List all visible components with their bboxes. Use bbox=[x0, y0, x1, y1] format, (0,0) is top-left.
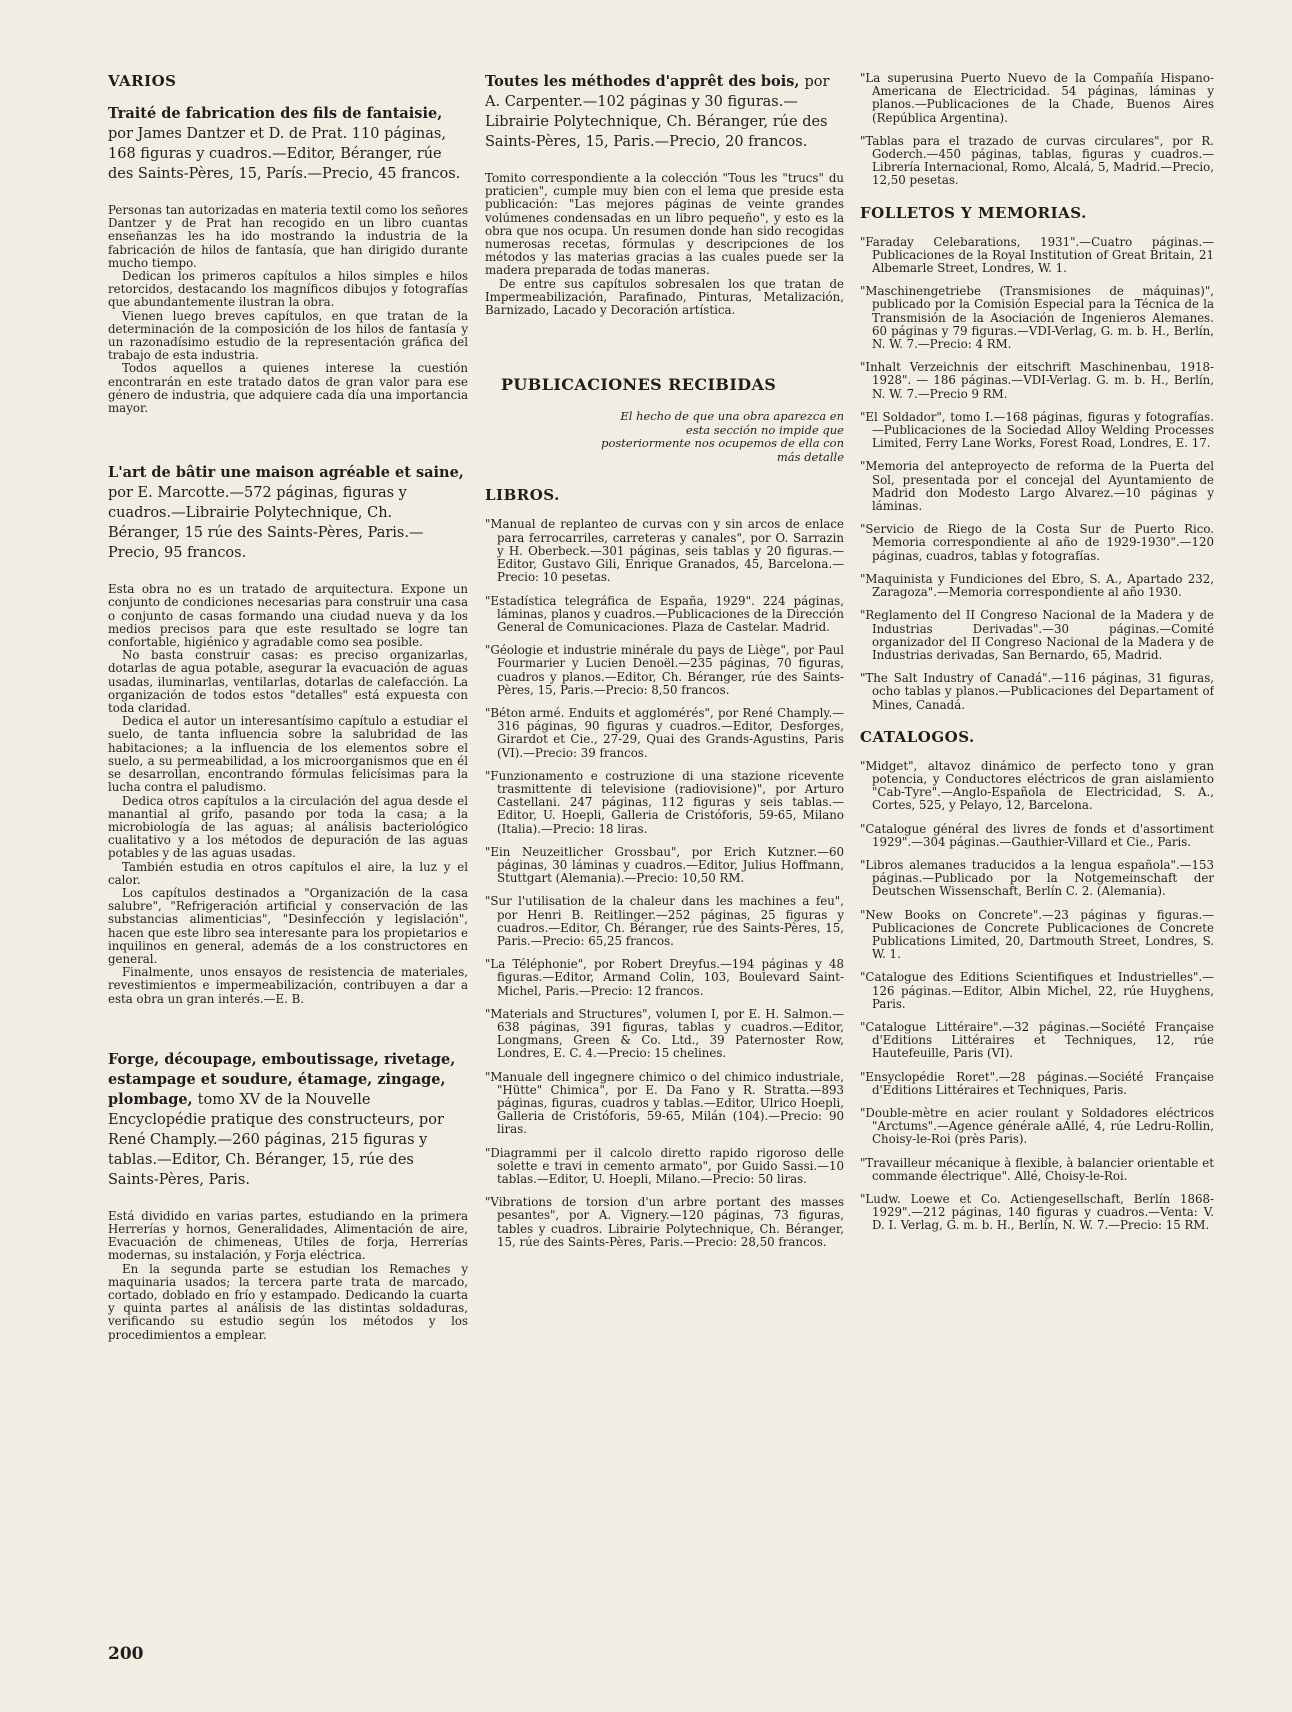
list-item: "Memoria del anteproyecto de reforma de la Puerta del Sol, presentada por el concejal del Ayuntamiento de Madrid don Modesto Largo Alvarez.—10 páginas y láminas. bbox=[860, 459, 1214, 514]
book-title-text: L'art de bâtir une maison agréable et saine, bbox=[108, 464, 464, 482]
list-item: "Estadística telegráfica de España, 1929". 224 páginas, láminas, planos y cuadros.—Publicaciones de la Dirección General de Comunicaciones. Plaza de Castelar. Madrid. bbox=[485, 593, 844, 634]
list-item: "The Salt Industry of Canadá".—116 páginas, 31 figuras, ocho tablas y planos.—Publicaciones del Departament of Mines, Canadá. bbox=[860, 671, 1214, 712]
paragraph: Está dividido en varias partes, estudiando en la primera Herrerías y hornos, Generalidades, Alimentación de aire, Evacuación de chimeneas, Utiles de forja, Herrerías modernas, su instalación, y Forja eléctrica. bbox=[108, 1208, 468, 1263]
list-item: "Double-mètre en acier roulant y Soldadores eléctricos "Arctums".—Agence générale aAllé, 4, rúe Ledru-Rollin, Choisy-le-Roi (près Paris). bbox=[860, 1105, 1214, 1147]
list-item: "La Téléphonie", por Robert Dreyfus.—194 páginas y 48 figuras.—Editor, Armand Colin, 103, Boulevard Saint-Michel, Paris.—Precio: 12 francos. bbox=[485, 957, 844, 998]
paragraph: También estudia en otros capítulos el aire, la luz y el calor. bbox=[108, 859, 468, 887]
list-item: "Funzionamento e costruzione di una stazione ricevente trasmittente di televisione (radiovisione)", por Arturo Castellani. 247 páginas, 112 figuras y seis tablas.—Editor, U. Hoepli, Galleria de Cristóforis, 59-65, Milano (Italia).—Precio: 18 liras. bbox=[485, 768, 844, 836]
section-heading-varios: VARIOS bbox=[108, 72, 177, 90]
list-item: "Géologie et industrie minérale du pays de Liège", por Paul Fourmarier y Lucien Denoël.—235 páginas, 70 figuras, cuadros y planos.—Editor, Ch. Béranger, rúe des Saints-Pères, 15, Paris.—Precio: 8,50 francos. bbox=[485, 643, 844, 697]
list-item: "Diagrammi per il calcolo diretto rapido rigoroso delle solette e travi in cemento armato", por Guido Sassi.—10 tablas.—Editor, U. Hoepli, Milano.—Precio: 50 liras. bbox=[485, 1145, 844, 1187]
section-heading-folletos: FOLLETOS Y MEMORIAS. bbox=[860, 203, 1087, 222]
paragraph: Personas tan autorizadas en materia textil como los señores Dantzer y de Prat han recogido en un libro cuantas enseñanzas les ha ido mostrando la industria de la fabricación de hilos de fantasía, que han dirigido durante mucho tiempo. bbox=[108, 203, 468, 270]
editorial-note: El hecho de que una obra aparezca en esta sección no impide que posteriormente nos ocupemos de ella con más detalle bbox=[601, 409, 844, 464]
folletos-list bbox=[860, 236, 1214, 712]
paragraph: De entre sus capítulos sobresalen los que tratan de Impermeabilización, Parafinado, Pinturas, Metalización, Barnizado, Lacado y Decoración artística. bbox=[485, 276, 844, 318]
paragraph: En la segunda parte se estudian los Remaches y maquinaria usados; la tercera parte trata de marcado, cortado, doblado en frío y estampado. Dedicando la cuarta y quinta partes al análisis de las distintas soldaduras, verificando su estudio según los métodos y los procedimientos a emplear. bbox=[108, 1261, 468, 1342]
list-item: "Catalogue des Editions Scientifiques et Industrielles".—126 páginas.—Editor, Albin Michel, 22, rúe Huyghens, Paris. bbox=[860, 970, 1214, 1011]
list-item: "Travailleur mécanique à flexible, à balancier orientable et commande électrique". Allé, Choisy-le-Roi. bbox=[860, 1155, 1214, 1183]
publicaciones-heading: PUBLICACIONES RECIBIDAS bbox=[501, 375, 777, 395]
book-title-text: Toutes les méthodes d'apprêt des bois, bbox=[485, 73, 800, 90]
review-fils-fantaisie bbox=[108, 204, 468, 415]
paragraph: Dedica otros capítulos a la circulación del agua desde el manantial al grifo, pasando por toda la casa; a la microbiología de las aguas; al análisis bacteriológico cualitativo y a los métodos de depuración de las aguas potables y de las aguas usadas. bbox=[108, 793, 468, 861]
paragraph: Esta obra no es un tratado de arquitectura. Expone un conjunto de condiciones necesarias para construir una casa o conjunto de casas formando una ciudad nueva y da los medios precisos para que este resultado se logre tan confortable, higiénico y agradable como sea posible. bbox=[108, 582, 468, 650]
review-apprets-bois bbox=[485, 172, 844, 317]
libros-list bbox=[485, 518, 844, 1249]
column-middle bbox=[485, 72, 844, 1672]
book-details: por E. Marcotte.—572 páginas, figuras y cuadros.—Librairie Polytechnique, Ch. Béranger, 15 rúe des Saints-Pères, Paris.—Precio, 95 francos. bbox=[108, 485, 424, 562]
list-item: "Inhalt Verzeichnis der eitschrift Maschinenbau, 1918-1928". — 186 páginas.—VDI-Verlag. G. m. b. H., Berlín, N. W. 7.—Precio 9 RM. bbox=[860, 360, 1214, 401]
book-title-fils-fantaisie bbox=[108, 104, 468, 184]
list-item: "Béton armé. Enduits et agglomérés", por René Champly.—316 páginas, 90 figuras y cuadros.—Editor, Desforges, Girardot et Cie., 27-29, Quai des Grands-Agustins, Paris (VI).—Precio: 39 francos. bbox=[485, 705, 844, 760]
list-item: "Tablas para el trazado de curvas circulares", por R. Goderch.—450 páginas, tablas, figuras y cuadros.—Librería Internacional, Romo, Alcalá, 5, Madrid.—Precio, 12,50 pesetas. bbox=[860, 133, 1214, 188]
book-details: tomo XV de la Nouvelle Encyclopédie pratique des constructeurs, por René Champly.—260 páginas, 215 figuras y tablas.—Editor, Ch. Béranger, 15, rúe des Saints-Pères, Paris. bbox=[108, 1091, 444, 1188]
paragraph: Finalmente, unos ensayos de resistencia de materiales, revestimientos e impermeabilización, contribuyen a dar a esta obra un gran interés.—E. B. bbox=[108, 965, 468, 1006]
list-item: "Catalogue Littéraire".—32 páginas.—Société Française d'Editions Littéraires et Techniques, 12, rúe Hautefeuille, Paris (VI). bbox=[860, 1019, 1214, 1061]
paragraph: Los capítulos destinados a "Organización de la casa salubre", "Refrigeración artificial y conservación de las substancias alimenticias", "Desinfección y legislación", hacen que este libro sea interesante para los propietarios e inquilinos en general, además de a los constructores en general. bbox=[108, 885, 468, 966]
list-item: "Faraday Celebarations, 1931".—Cuatro páginas.—Publicaciones de la Royal Institution of Great Britain, 21 Albemarle Street, Londres, W. 1. bbox=[860, 234, 1214, 276]
catalogos-list bbox=[860, 760, 1214, 1233]
page-number: 200 bbox=[108, 1644, 144, 1664]
list-item: "New Books on Concrete".—23 páginas y figuras.—Publicaciones de Concrete Publicaciones de Concrete Publications Limited, 20, Dartmouth Street, Londres, S. W. 1. bbox=[860, 907, 1214, 962]
list-item: "Sur l'utilisation de la chaleur dans les machines a feu", por Henri B. Reitlinger.—252 páginas, 25 figuras y cuadros.—Editor, Ch. Béranger, rúe des Saints-Pères, 15, Paris.—Precio: 65,25 francos. bbox=[485, 894, 844, 948]
list-item: "El Soldador", tomo I.—168 páginas, figuras y fotografías.—Publicaciones de la Sociedad Alloy Welding Processes Limited, Ferry Lane Works, Forest Road, Londres, E. 17. bbox=[860, 409, 1214, 451]
paragraph: Vienen luego breves capítulos, en que tratan de la determinación de la composición de los hilos de fantasía y un razonadísimo estudio de la representación gráfica del trabajo de esta industria. bbox=[108, 308, 468, 363]
list-item: "Manuale dell ingegnere chimico o del chimico industriale, "Hütte" Chimica", por E. Da Fano y R. Stratta.—893 páginas, figuras, cuadros y tablas.—Editor, Ulrico Hoepli, Galleria de Cristóforis, 59-65, Milán (104).—Precio: 90 liras. bbox=[485, 1069, 844, 1137]
book-title-text: Forge, découpage, emboutissage, rivetage, estampage et soudure, étamage, zingage, plombage, bbox=[108, 1050, 456, 1108]
paragraph: Tomito correspondiente a la colección "Tous les "trucs" du praticien", cumple muy bien con el lema que preside esta publicación: "Las mejores páginas de veinte grandes volúmenes condensadas en un libro pequeño", y esto es la obra que nos ocupa. Un resumen donde han sido recogidas numerosas recetas, fórmulas y descripciones de los métodos y las materias gracias a las cuales puede ser la madera preparada de todas maneras. bbox=[485, 171, 844, 278]
section-heading-libros: LIBROS. bbox=[485, 486, 560, 505]
book-title-text: Traité de fabrication des fils de fantaisie, bbox=[108, 105, 443, 122]
paragraph: Dedica el autor un interesantísimo capítulo a estudiar el suelo, de tanta influencia sobre la salubridad de las habitaciones; a la influencia de los elementos sobre el suelo, a su permeabilidad, a los microorganismos que en él se desarrollan, encontrando fórmulas felicísimas para la lucha contra el paludismo. bbox=[108, 714, 468, 795]
paragraph: Dedican los primeros capítulos a hilos simples e hilos retorcidos, destacando los magníficos dibujos y fotografías que abundantemente ilustran la obra. bbox=[108, 269, 468, 310]
list-item: "Manual de replanteo de curvas con y sin arcos de enlace para ferrocarriles, carreteras y canales", por O. Sarrazin y H. Oberbeck.—301 páginas, seis tablas y 20 figuras.—Editor, Gustavo Gili, Enrique Granados, 45, Barcelona.—Precio: 10 pesetas. bbox=[485, 517, 844, 585]
review-forge bbox=[108, 1210, 468, 1342]
list-item: "Ludw. Loewe et Co. Actiengesellschaft, Berlín 1868-1929".—212 páginas, 140 figuras y cuadros.—Venta: V. D. I. Verlag, G. m. b. H., Berlín, N. W. 7.—Precio: 15 RM. bbox=[860, 1192, 1214, 1233]
column-left bbox=[108, 72, 468, 1672]
column-right bbox=[860, 72, 1214, 1672]
list-item: "Catalogue général des livres de fonds et d'assortiment 1929".—304 páginas.—Gauthier-Villard et Cie., Paris. bbox=[860, 821, 1214, 849]
list-item: "Maschinengetriebe (Transmisiones de máquinas)", publicado por la Comisión Especial para la Técnica de la Transmisión de la Asociación de Ingenieros Alemanes. 60 páginas y 79 figuras.—VDI-Verlag, G. m. b. H., Berlín, N. W. 7.—Precio: 4 RM. bbox=[860, 284, 1214, 352]
book-title-apprets-bois bbox=[485, 72, 844, 152]
list-item: "Maquinista y Fundiciones del Ebro, S. A., Apartado 232, Zaragoza".—Memoria correspondiente al año 1930. bbox=[860, 571, 1214, 600]
section-heading-catalogos: CATALOGOS. bbox=[860, 727, 975, 746]
list-item: "Ein Neuzeitlicher Grossbau", por Erich Kutzner.—60 páginas, 30 láminas y cuadros.—Editor, Julius Hoffmann, Stuttgart (Alemania).—Precio: 10,50 RM. bbox=[485, 844, 844, 886]
list-item: "Vibrations de torsion d'un arbre portant des masses pesantes", por A. Vignery.—120 páginas, 73 figuras, tables y cuadros. Librairie Polytechnique, Ch. Béranger, 15, rúe des Saints-Pères, Paris.—Precio: 28,50 francos. bbox=[485, 1195, 844, 1249]
book-title-forge bbox=[108, 1050, 468, 1190]
book-details: por A. Carpenter.—102 páginas y 30 figuras.—Librairie Polytechnique, Ch. Béranger, rúe des Saints-Pères, 15, Paris.—Precio, 20 francos. bbox=[485, 74, 830, 150]
book-title-art-batir bbox=[108, 463, 468, 563]
list-item: "La superusina Puerto Nuevo de la Compañía Hispano-Americana de Electricidad. 54 páginas, láminas y planos.—Publicaciones de la Chade, Buenos Aires (República Argentina). bbox=[860, 72, 1214, 125]
book-details: por James Dantzer et D. de Prat. 110 páginas, 168 figuras y cuadros.—Editor, Béranger, rúe des Saints-Pères, 15, París.—Precio, 45 francos. bbox=[108, 126, 461, 182]
list-item: "Libros alemanes traducidos a la lengua española".—153 páginas.—Publicado por la Notgemeinschaft der Deutschen Wissenschaft, Berlín C. 2. (Alemania). bbox=[860, 857, 1214, 899]
list-item: "Materials and Structures", volumen I, por E. H. Salmon.—638 páginas, 391 figuras, tablas y cuadros.—Editor, Longmans, Green & Co. Ltd., 39 Paternoster Row, Londres, E. C. 4.—Precio: 15 chelines. bbox=[485, 1006, 844, 1061]
list-item: "Reglamento del II Congreso Nacional de la Madera y de Industrias Derivadas".—30 páginas.—Comité organizador del II Congreso Nacional de la Madera y de Industrias derivadas, San Bernardo, 65, Madrid. bbox=[860, 608, 1214, 662]
paragraph: No basta construir casas: es preciso organizarlas, dotarlas de agua potable, asegurar la evacuación de aguas usadas, iluminarlas, ventilarlas, dotarlas de calefacción. La organización de todos estos "detalles" está expuesta con toda claridad. bbox=[108, 648, 468, 716]
list-item: "Servicio de Riego de la Costa Sur de Puerto Rico. Memoria correspondiente al año de 1929-1930".—120 páginas, cuadros, tablas y fotografías. bbox=[860, 522, 1214, 563]
list-item: "Ensyclopédie Roret".—28 páginas.—Société Française d'Editions Littéraires et Techniques, Paris. bbox=[860, 1069, 1214, 1097]
review-art-batir bbox=[108, 583, 468, 1006]
paragraph: Todos aquellos a quienes interese la cuestión encontrarán en este tratado datos de gran valor para ese género de industria, que adquiere cada día una importancia mayor. bbox=[108, 361, 468, 416]
list-item: "Midget", altavoz dinámico de perfecto tono y gran potencia, y Conductores eléctricos de gran aislamiento "Cab-Tyre".—Anglo-Española de Electricidad, S. A., Cortes, 525, y Pelayo, 12, Barcelona. bbox=[860, 758, 1214, 813]
